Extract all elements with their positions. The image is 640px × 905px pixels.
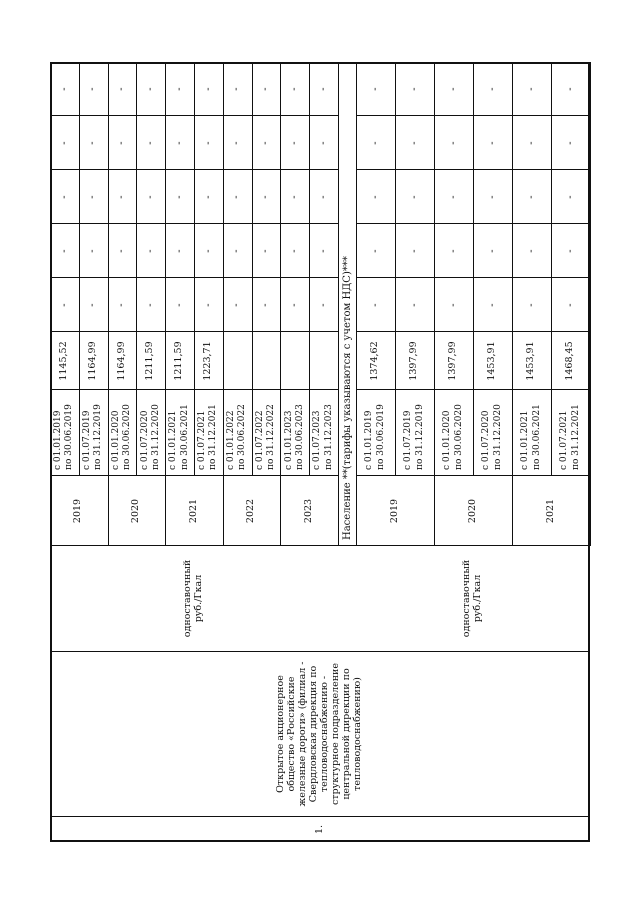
- period-cell: [223, 390, 252, 476]
- empty-dash: -: [231, 195, 243, 199]
- period-from: с 01.01.2020: [442, 410, 453, 470]
- empty-dash: -: [564, 303, 576, 307]
- empty-dash: -: [486, 303, 498, 307]
- period-to: по 30.06.2020: [453, 404, 464, 470]
- col-line: [50, 816, 590, 817]
- period-to: по 31.12.2023: [323, 404, 334, 470]
- empty-dash: -: [486, 87, 498, 91]
- tariff-value: 1145,52: [57, 341, 69, 381]
- empty-dash: -: [525, 195, 537, 199]
- period-from: с 01.07.2019: [403, 410, 414, 470]
- tariff-value: 1453,91: [486, 341, 498, 381]
- empty-dash: -: [369, 303, 381, 307]
- year-cell: 2020: [466, 498, 478, 524]
- empty-dash: -: [317, 249, 329, 253]
- empty-dash: -: [369, 87, 381, 91]
- period-from: с 01.01.2020: [110, 410, 121, 470]
- empty-dash: -: [173, 303, 185, 307]
- period-cell: [356, 390, 395, 476]
- empty-dash: -: [116, 87, 128, 91]
- tariff-value: 1211,59: [144, 341, 156, 381]
- empty-dash: -: [202, 195, 214, 199]
- empty-dash: -: [317, 303, 329, 307]
- tariff-value: 1164,99: [115, 341, 127, 381]
- year-cell: 2021: [544, 498, 556, 524]
- empty-dash: -: [260, 249, 272, 253]
- empty-dash: -: [486, 141, 498, 145]
- empty-dash: -: [447, 249, 459, 253]
- period-from: с 01.01.2022: [225, 410, 236, 470]
- period-cell: [473, 390, 512, 476]
- empty-dash: -: [408, 303, 420, 307]
- period-to: по 31.12.2019: [414, 404, 425, 470]
- period-cell: [309, 390, 338, 476]
- year-cell: 2022: [245, 498, 257, 524]
- col-line: [50, 475, 338, 476]
- empty-dash: -: [202, 249, 214, 253]
- empty-dash: -: [289, 195, 301, 199]
- empty-dash: -: [564, 141, 576, 145]
- empty-dash: -: [87, 87, 99, 91]
- period-cell: [512, 390, 551, 476]
- empty-dash: -: [231, 87, 243, 91]
- col-line: [50, 115, 338, 116]
- empty-dash: -: [408, 141, 420, 145]
- period-from: с 01.01.2021: [168, 410, 179, 470]
- tariff-value: 1164,99: [86, 341, 98, 381]
- empty-dash: -: [202, 141, 214, 145]
- period-cell: [79, 390, 108, 476]
- tariff-type-2: одноставочный руб./Гкал: [461, 559, 483, 638]
- empty-dash: -: [369, 195, 381, 199]
- period-to: по 30.06.2021: [531, 404, 542, 470]
- empty-dash: -: [58, 195, 70, 199]
- empty-dash: -: [289, 303, 301, 307]
- tariff-value: [223, 332, 252, 390]
- period-cell: [395, 390, 434, 476]
- empty-dash: -: [525, 303, 537, 307]
- tariff-value: 1211,59: [173, 341, 185, 381]
- empty-dash: -: [145, 249, 157, 253]
- empty-dash: -: [260, 195, 272, 199]
- period-to: по 31.12.2021: [570, 404, 581, 470]
- empty-dash: -: [317, 87, 329, 91]
- empty-dash: -: [289, 249, 301, 253]
- period-to: по 30.06.2019: [375, 404, 386, 470]
- empty-dash: -: [116, 249, 128, 253]
- section-population: Население **(тарифы указываются с учетом НДС)***: [341, 256, 353, 540]
- empty-dash: -: [116, 195, 128, 199]
- empty-dash: -: [145, 195, 157, 199]
- period-from: с 01.07.2022: [254, 410, 265, 470]
- period-to: по 31.12.2021: [208, 404, 219, 470]
- year-cell: 2019: [388, 498, 400, 524]
- empty-dash: -: [317, 195, 329, 199]
- tariff-value: 1468,45: [564, 341, 576, 381]
- year-cell: 2021: [187, 498, 199, 524]
- period-from: с 01.01.2019: [53, 410, 64, 470]
- period-to: по 31.12.2020: [492, 404, 503, 470]
- col-line: [356, 277, 590, 278]
- period-from: с 01.07.2020: [139, 410, 150, 470]
- tariff-value: [252, 332, 281, 390]
- empty-dash: -: [369, 141, 381, 145]
- tariff-value: 1397,99: [408, 341, 420, 381]
- empty-dash: -: [202, 87, 214, 91]
- year-cell: 2023: [302, 498, 314, 524]
- col-line: [50, 169, 338, 170]
- tariff-value: 1453,91: [525, 341, 537, 381]
- empty-dash: -: [564, 195, 576, 199]
- period-cell: [194, 390, 223, 476]
- empty-dash: -: [408, 87, 420, 91]
- empty-dash: -: [260, 141, 272, 145]
- rotated-tariff-table: [50, 62, 590, 842]
- empty-dash: -: [486, 195, 498, 199]
- row-number: 1.: [313, 824, 325, 835]
- period-cell: [165, 390, 194, 476]
- period-cell: [280, 390, 309, 476]
- period-to: по 30.06.2021: [179, 404, 190, 470]
- empty-dash: -: [289, 87, 301, 91]
- empty-dash: -: [231, 303, 243, 307]
- col-line: [356, 115, 590, 116]
- empty-dash: -: [408, 195, 420, 199]
- tariff-value: [309, 332, 338, 390]
- period-from: с 01.01.2023: [283, 410, 294, 470]
- period-to: по 30.06.2019: [64, 404, 75, 470]
- empty-dash: -: [87, 303, 99, 307]
- col-line: [50, 331, 338, 332]
- col-line: [50, 545, 590, 546]
- col-line: [50, 223, 338, 224]
- tariff-value: 1397,99: [447, 341, 459, 381]
- empty-dash: -: [525, 141, 537, 145]
- empty-dash: -: [447, 141, 459, 145]
- empty-dash: -: [447, 87, 459, 91]
- col-line: [50, 277, 338, 278]
- period-from: с 01.07.2019: [81, 410, 92, 470]
- period-to: по 30.06.2022: [237, 404, 248, 470]
- empty-dash: -: [408, 249, 420, 253]
- period-to: по 31.12.2019: [93, 404, 104, 470]
- empty-dash: -: [525, 87, 537, 91]
- empty-dash: -: [260, 303, 272, 307]
- period-to: по 31.12.2022: [265, 404, 276, 470]
- empty-dash: -: [145, 303, 157, 307]
- empty-dash: -: [447, 303, 459, 307]
- col-line: [356, 169, 590, 170]
- col-line: [356, 331, 590, 332]
- empty-dash: -: [202, 303, 214, 307]
- empty-dash: -: [87, 249, 99, 253]
- empty-dash: -: [173, 249, 185, 253]
- period-to: по 30.06.2023: [294, 404, 305, 470]
- tariff-value: 1374,62: [369, 341, 381, 381]
- col-line: [356, 475, 590, 476]
- period-cell: [50, 390, 79, 476]
- col-line: [356, 389, 590, 390]
- tariff-value: [280, 332, 309, 390]
- period-to: по 31.12.2020: [150, 404, 161, 470]
- empty-dash: -: [58, 249, 70, 253]
- empty-dash: -: [564, 87, 576, 91]
- period-from: с 01.07.2021: [197, 410, 208, 470]
- empty-dash: -: [145, 87, 157, 91]
- empty-dash: -: [173, 87, 185, 91]
- period-cell: [136, 390, 165, 476]
- period-from: с 01.07.2020: [481, 410, 492, 470]
- empty-dash: -: [260, 87, 272, 91]
- empty-dash: -: [525, 249, 537, 253]
- empty-dash: -: [289, 141, 301, 145]
- empty-dash: -: [58, 141, 70, 145]
- empty-dash: -: [173, 141, 185, 145]
- col-line: [356, 223, 590, 224]
- col-line: [50, 651, 590, 652]
- empty-dash: -: [116, 141, 128, 145]
- period-to: по 30.06.2020: [121, 404, 132, 470]
- organization-name: Открытое акционерное общество «Российские железные дороги» (филиал - Свердловская дирекция по тепловодоснабжению - структурное подразделение центральной дирекции по тепловодоснабжению): [275, 661, 363, 807]
- period-cell: [108, 390, 137, 476]
- period-from: с 01.07.2023: [312, 410, 323, 470]
- empty-dash: -: [58, 303, 70, 307]
- year-line: [338, 62, 339, 546]
- empty-dash: -: [231, 141, 243, 145]
- empty-dash: -: [564, 249, 576, 253]
- empty-dash: -: [317, 141, 329, 145]
- year-line: [590, 62, 591, 546]
- period-from: с 01.01.2021: [520, 410, 531, 470]
- empty-dash: -: [173, 195, 185, 199]
- empty-dash: -: [58, 87, 70, 91]
- year-cell: 2020: [129, 498, 141, 524]
- empty-dash: -: [447, 195, 459, 199]
- period-cell: [434, 390, 473, 476]
- period-from: с 01.07.2021: [559, 410, 570, 470]
- year-cell: 2019: [72, 498, 84, 524]
- empty-dash: -: [116, 303, 128, 307]
- period-cell: [551, 390, 590, 476]
- empty-dash: -: [231, 249, 243, 253]
- tariff-value: 1223,71: [201, 341, 213, 381]
- col-line: [50, 389, 338, 390]
- empty-dash: -: [87, 141, 99, 145]
- empty-dash: -: [87, 195, 99, 199]
- period-cell: [252, 390, 281, 476]
- period-from: с 01.01.2019: [364, 410, 375, 470]
- empty-dash: -: [369, 249, 381, 253]
- tariff-type-1: одноставочный руб./Гкал: [182, 559, 204, 638]
- empty-dash: -: [145, 141, 157, 145]
- empty-dash: -: [486, 249, 498, 253]
